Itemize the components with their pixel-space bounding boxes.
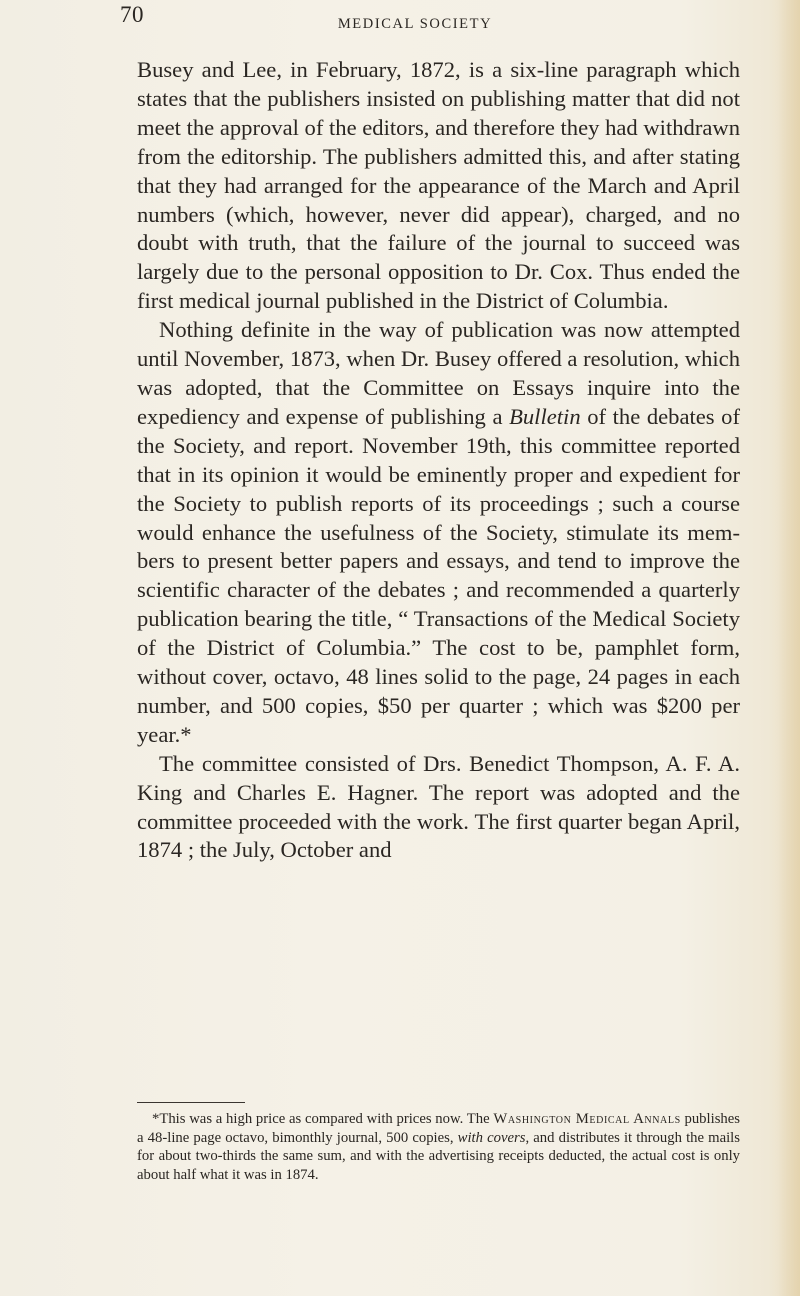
paragraph-2 <box>137 316 740 750</box>
page-header <box>120 2 680 42</box>
paragraph-1-text: Busey and Lee, in February, 1872, is a six-line paragraph which states that the publishers insisted on publishing matter that did not meet the approval of the editors, and therefore they had withdrawn from the editorship. The publishers admitted this, and after stating that they had arranged for the appearance of the March and April numbers (which, however, never did appear), charged, and no doubt with truth, that the failure of the journal to succeed was largely due to the personal opposition to Dr. Cox. Thus ended the first medical journal published in the District of Columbia. <box>137 57 740 314</box>
footnote-italic: with covers <box>457 1129 526 1146</box>
paragraph-2-text-a: Nothing definite in the way of publication was now attempted until November, 1873, when Dr. Busey offered a resolution, which was adopted, that the Committee on Essays inquire into the expediency and expense of publishing a <box>137 317 740 429</box>
paragraph-1 <box>137 56 740 316</box>
body-text <box>137 56 740 865</box>
footnote-text <box>137 1110 740 1184</box>
page-number: 70 <box>120 2 144 27</box>
footnote-journal-name: Washington Medical Annals <box>493 1111 681 1127</box>
running-head: MEDICAL SOCIETY <box>337 16 493 32</box>
paragraph-3-text: The committee consisted of Drs. Benedict Thompson, A. F. A. King and Charles E. Hagner. The report was adopted and the committee proceeded with the work. The first quarter began April, 1874 ; the July, October and <box>137 750 740 863</box>
page-edge-shading <box>778 0 800 1296</box>
footnote-part-3: , and distributes it through the mails for about two-thirds the same sum, and with the advertising receipts deducted, the actual cost is only about half what it was in 1874. <box>137 1129 740 1183</box>
footnote-marker: * <box>152 1111 160 1127</box>
footnote-rule <box>137 1102 245 1103</box>
bulletin-italic: Bulletin <box>509 403 581 429</box>
footnote-part-2: publishes a 48-line page octavo, bimonthly journal, 500 copies, <box>137 1111 740 1146</box>
footnote <box>137 1110 740 1184</box>
paragraph-3 <box>137 750 740 866</box>
paragraph-2-text-b: of the debates of the Society, and report. November 19th, this committee reported that in its opinion it would be eminently proper and expedient for the Society to publish reports of its proceedings ; such a course would enhance the usefulness of the Society, stimulate its members to present better papers and essays, and tend to improve the scientific character of the debates ; and recommended a quarterly publication bearing the title, “ Transactions of the Medical Society of the District of Columbia.” The cost to be, pamphlet form, without cover, octavo, 48 lines solid to the page, 24 pages in each number, and 500 copies, $50 per quarter ; which was $200 per year.* <box>137 403 740 747</box>
footnote-part-1: This was a high price as compared with prices now. The <box>159 1111 494 1127</box>
